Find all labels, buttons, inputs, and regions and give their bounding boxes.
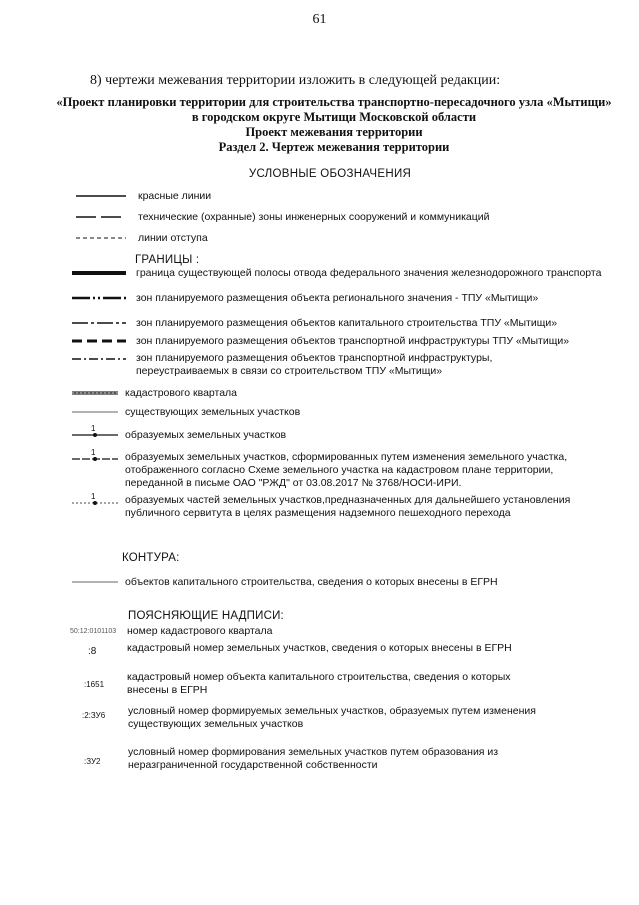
servitude-parts-label: образуемых частей земельных участков,предназначенных для дальнейшего установления публичного сервитута в целях размещения надземного пешеходного перехода	[125, 494, 571, 519]
railway-strip-label: граница существующей полосы отвода федерального значения железнодорожного транспорта	[136, 267, 602, 279]
existing-plots-symbol	[72, 410, 118, 414]
contours-heading: КОНТУРА:	[122, 552, 180, 564]
legend-heading: УСЛОВНЫЕ ОБОЗНАЧЕНИЯ	[248, 168, 412, 180]
capital-zone-symbol	[72, 320, 126, 326]
technical-zones-label: технические (охранные) зоны инженерных сооружений и коммуникаций	[138, 211, 490, 223]
document-titles	[0, 95, 639, 155]
quarter-number-label: номер кадастрового квартала	[127, 625, 273, 637]
formed-plot-conditional-code: :2:ЗУ6	[82, 711, 106, 720]
capital-object-contour-label: объектов капитального строительства, сведения о которых внесены в ЕГРН	[125, 576, 498, 588]
setback-lines-label: линии отступа	[138, 232, 208, 244]
boundaries-heading: ГРАНИЦЫ :	[135, 254, 200, 266]
object-number-label: кадастровый номер объекта капитального строительства, сведения о которых внесены в ЕГРН	[127, 671, 511, 696]
title-line-3: Проект межевания территории	[245, 125, 423, 139]
railway-strip-symbol	[72, 270, 126, 276]
servitude-parts-symbol	[72, 500, 118, 506]
title-line-4: Раздел 2. Чертеж межевания территории	[218, 140, 450, 154]
cadastral-quarter-symbol	[72, 390, 118, 396]
technical-zone-symbol	[76, 215, 126, 219]
formed-plots-label: образуемых земельных участков	[125, 429, 287, 441]
plot-number-code: :8	[88, 646, 97, 657]
state-land-plot-label: условный номер формирования земельных участков путем образования из неразграниченной государственной собственности	[128, 746, 499, 771]
formed-plots-marker-number: 1	[91, 424, 96, 433]
notes-heading: ПОЯСНЯЮЩИЕ НАДПИСИ:	[128, 610, 284, 622]
transport-zone-label: зон планируемого размещения объектов транспортной инфраструктуры ТПУ «Мытищи»	[136, 335, 570, 347]
regional-zone-label: зон планируемого размещения объекта регионального значения - ТПУ «Мытищи»	[136, 292, 539, 304]
formed-plots-symbol	[72, 432, 118, 438]
title-line-1: «Проект планировки территории для строительства транспортно-пересадочного узла «Мытищи»	[56, 95, 612, 109]
changed-plots-label: образуемых земельных участков, сформированных путем изменения земельного участка, отображенного согласно Схеме земельного участка на кадастровом плане территории, переданной в письме ОАО "РЖД" от 03.08.2017 № 3768/НОСИ-ИРИ.	[125, 451, 568, 489]
servitude-parts-marker-number: 1	[91, 492, 96, 501]
transport-zone-symbol	[72, 338, 126, 344]
existing-plots-label: существующих земельных участков	[125, 406, 301, 418]
rebuilt-zone-label: зон планируемого размещения объектов транспортной инфраструктуры, переустраиваемых в связи со строительством ТПУ «Мытищи»	[136, 352, 493, 377]
formed-plot-conditional-label: условный номер формируемых земельных участков, образуемых путем изменения существующих земельных участков	[128, 705, 536, 730]
setback-line-symbol	[76, 236, 126, 240]
quarter-number-code: 50:12:0101103	[70, 628, 117, 635]
title-line-2: в городском округе Мытищи Московской области	[191, 110, 477, 124]
capital-zone-label: зон планируемого размещения объектов капитального строительства ТПУ «Мытищи»	[136, 317, 558, 329]
cadastral-quarter-label: кадастрового квартала	[125, 387, 238, 399]
page-number: 61	[312, 12, 327, 27]
object-number-code: :1651	[84, 680, 105, 689]
red-line-symbol	[76, 194, 126, 198]
regional-zone-symbol	[72, 295, 126, 301]
capital-object-contour-symbol	[72, 580, 118, 584]
red-lines-label: красные линии	[138, 190, 212, 202]
changed-plots-symbol	[72, 456, 118, 462]
changed-plots-marker-number: 1	[91, 448, 96, 457]
state-land-plot-code: :ЗУ2	[84, 757, 101, 766]
rebuilt-zone-symbol	[72, 356, 126, 362]
plot-number-label: кадастровый номер земельных участков, сведения о которых внесены в ЕГРН	[127, 642, 512, 654]
intro-text: 8) чертежи межевания территории изложить в следующей редакции:	[90, 73, 501, 88]
